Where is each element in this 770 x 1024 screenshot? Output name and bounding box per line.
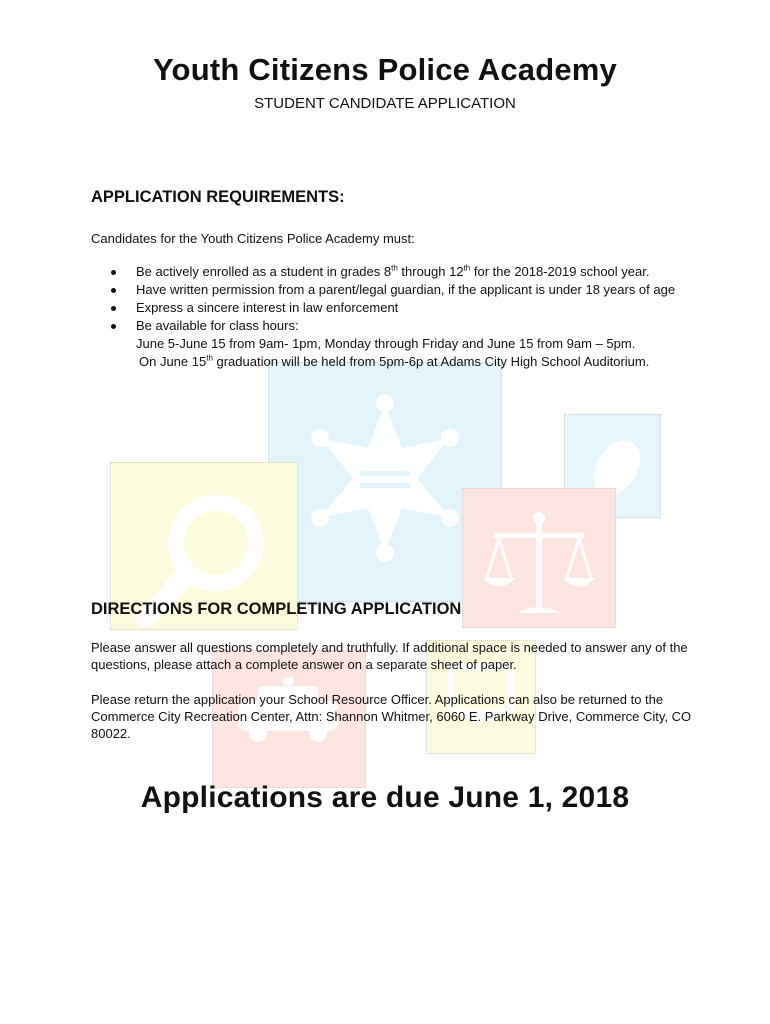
- directions-paragraph-1: Please answer all questions completely and truthfully. If additional space is needed to answer any of the questions, please attach a complete answer on a separate sheet of paper.: [91, 640, 688, 672]
- bullet-icon: [111, 288, 116, 293]
- bullet-icon: [111, 270, 116, 275]
- list-item: Be available for class hours:: [108, 317, 675, 335]
- bullet-icon: [111, 306, 116, 311]
- requirements-intro: Candidates for the Youth Citizens Police Academy must:: [91, 231, 415, 246]
- star-badge-icon: [305, 393, 465, 563]
- requirements-list: [108, 263, 675, 335]
- directions-paragraph-2: Please return the application your School Resource Officer. Applications can also be returned to the Commerce City Recreation Center, Attn: Shannon Whitmer, 6060 E. Parkway Drive, Commerce City, CO 80022.: [91, 692, 692, 741]
- scales-of-justice-icon: [479, 503, 599, 623]
- list-item: Express a sincere interest in law enforcement: [108, 299, 675, 317]
- due-date-banner: Applications are due June 1, 2018: [140, 781, 630, 814]
- document-title: Youth Citizens Police Academy: [152, 52, 618, 87]
- requirements-heading: APPLICATION REQUIREMENTS:: [91, 188, 345, 206]
- graduation-line: On June 15th graduation will be held from 5pm-6p at Adams City High School Auditorium.: [139, 353, 650, 369]
- document-subtitle: STUDENT CANDIDATE APPLICATION: [254, 95, 516, 112]
- class-hours-line: June 5-June 15 from 9am- 1pm, Monday through Friday and June 15 from 9am – 5pm.: [136, 336, 636, 351]
- list-item: Have written permission from a parent/legal guardian, if the applicant is under 18 years of age: [108, 281, 675, 299]
- list-item: Be actively enrolled as a student in grades 8th through 12th for the 2018-2019 school year.: [108, 263, 675, 281]
- background-tile-scales: [462, 488, 616, 628]
- directions-heading: DIRECTIONS FOR COMPLETING APPLICATION: [91, 600, 462, 618]
- bullet-icon: [111, 324, 116, 329]
